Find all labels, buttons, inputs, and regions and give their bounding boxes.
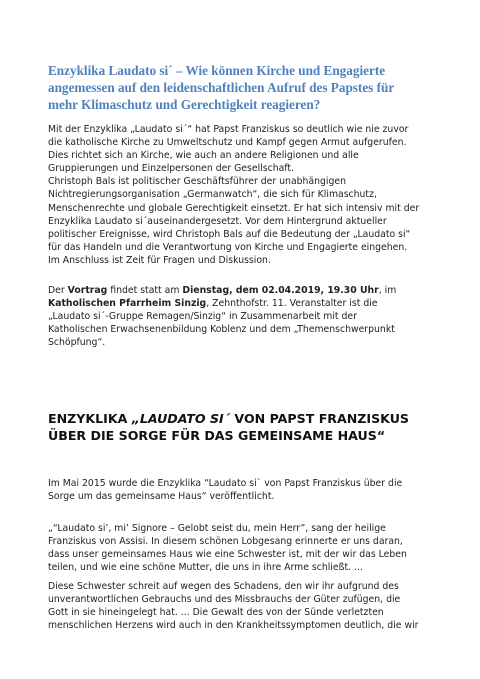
text-line: für das Handeln und die Verantwortung von Kirche und Engagierte eingehen. — [48, 241, 408, 253]
text-run: ENZYKLIKA — [48, 411, 132, 426]
text-line: Mit der Enzyklika „Laudato si´“ hat Papst Franziskus so deutlich wie nie zuvor — [48, 124, 409, 135]
text-line: Katholischen Erwachsenenbildung Koblenz und dem „Themenschwerpunkt — [48, 324, 395, 336]
text-line: dass unser gemeinsames Haus wie eine Schwester ist, mit der wir das Leben — [48, 549, 407, 561]
event-location: Katholischen Pfarrheim Sinzig — [48, 298, 207, 310]
publication-paragraph — [48, 477, 448, 503]
text-line: Menschenrechte und globale Gerechtigkeit einsetzt. Er hat sich intensiv mit der — [48, 202, 420, 214]
text-line: „Laudato si´-Gruppe Remagen/Sinzig“ in Zusammenarbeit mit der — [48, 311, 357, 323]
text-line — [48, 297, 448, 310]
text-line: Nichtregierungsorganisation „Germanwatch“, die sich für Klimaschutz, — [48, 189, 377, 201]
encyclical-name: „LAUDATO SI´ — [131, 411, 231, 426]
text-line: Im Anschluss ist Zeit für Fragen und Diskussion. — [48, 254, 271, 266]
heading-line-2: angemessen auf den leidenschaftlichen Aufruf des Papstes für — [48, 80, 395, 95]
text-line: politischer Ereignisse, wird Christoph Bals auf die Bedeutung der „Laudato si“ — [48, 228, 411, 240]
event-date: Dienstag, dem 02.04.2019, 19.30 Uhr — [182, 285, 379, 296]
sister-paragraph — [48, 580, 448, 632]
text-line: Diese Schwester schreit auf wegen des Schadens, den wir ihr aufgrund des — [48, 581, 399, 592]
text-line: Gruppierungen und Einzelpersonen der Gesellschaft. — [48, 163, 295, 175]
quote-paragraph — [48, 522, 448, 574]
section-title-line-1 — [48, 410, 448, 427]
section-title-line-2: ÜBER DIE SORGE FÜR DAS GEMEINSAME HAUS“ — [48, 428, 386, 443]
text-line: Christoph Bals ist politischer Geschäftsführer der unabhängigen — [48, 176, 347, 188]
text-line: Schöpfung“. — [48, 337, 106, 349]
text-line: Dies richtet sich an Kirche, wie auch an andere Religionen und alle — [48, 150, 359, 162]
text-line: „“Laudato si’, mi’ Signore – Gelobt seist du, mein Herr”, sang der heilige — [48, 523, 386, 534]
text-line: Gott in sie hineingelegt hat. ... Die Gewalt des von der Sünde verletzten — [48, 607, 384, 619]
text-run: Der — [48, 285, 68, 296]
text-line: Sorge um das gemeinsame Haus“ veröffentlicht. — [48, 491, 275, 503]
text-run: VON — [230, 411, 270, 426]
pope-name: PAPST FRANZISKUS — [269, 411, 409, 426]
article-heading — [48, 62, 438, 113]
intro-paragraph — [48, 123, 448, 267]
event-details-paragraph — [48, 284, 448, 349]
heading-line-3: mehr Klimaschutz und Gerechtigkeit reagieren? — [48, 97, 321, 112]
text-line: unverantwortlichen Gebrauchs und des Missbrauchs der Güter zufügen, die — [48, 594, 401, 606]
text-line: Enzyklika Laudato si´auseinandergesetzt. Vor dem Hintergrund aktueller — [48, 215, 387, 227]
text-run: , im — [378, 285, 397, 296]
text-line: menschlichen Herzens wird auch in den Krankheitssymptomen deutlich, die wir — [48, 620, 419, 632]
heading-line-1: Enzyklika Laudato si´ – Wie können Kirche und Engagierte — [48, 63, 386, 78]
text-line: Franziskus von Assisi. In diesem schönen Lobgesang erinnerte er uns daran, — [48, 536, 403, 548]
event-label: Vortrag — [67, 285, 108, 296]
text-run: findet statt am — [107, 285, 183, 296]
text-line — [48, 284, 448, 297]
text-line: die katholische Kirche zu Umweltschutz und Kampf gegen Armut aufgerufen. — [48, 137, 407, 149]
text-line: Im Mai 2015 wurde die Enzyklika “Laudato si` von Papst Franziskus über die — [48, 478, 403, 489]
text-line: teilen, und wie eine schöne Mutter, die uns in ihre Arme schließt. ... — [48, 562, 363, 574]
text-run: , Zehnthofstr. 11. Veranstalter ist die — [206, 298, 378, 310]
section-title — [48, 410, 448, 444]
